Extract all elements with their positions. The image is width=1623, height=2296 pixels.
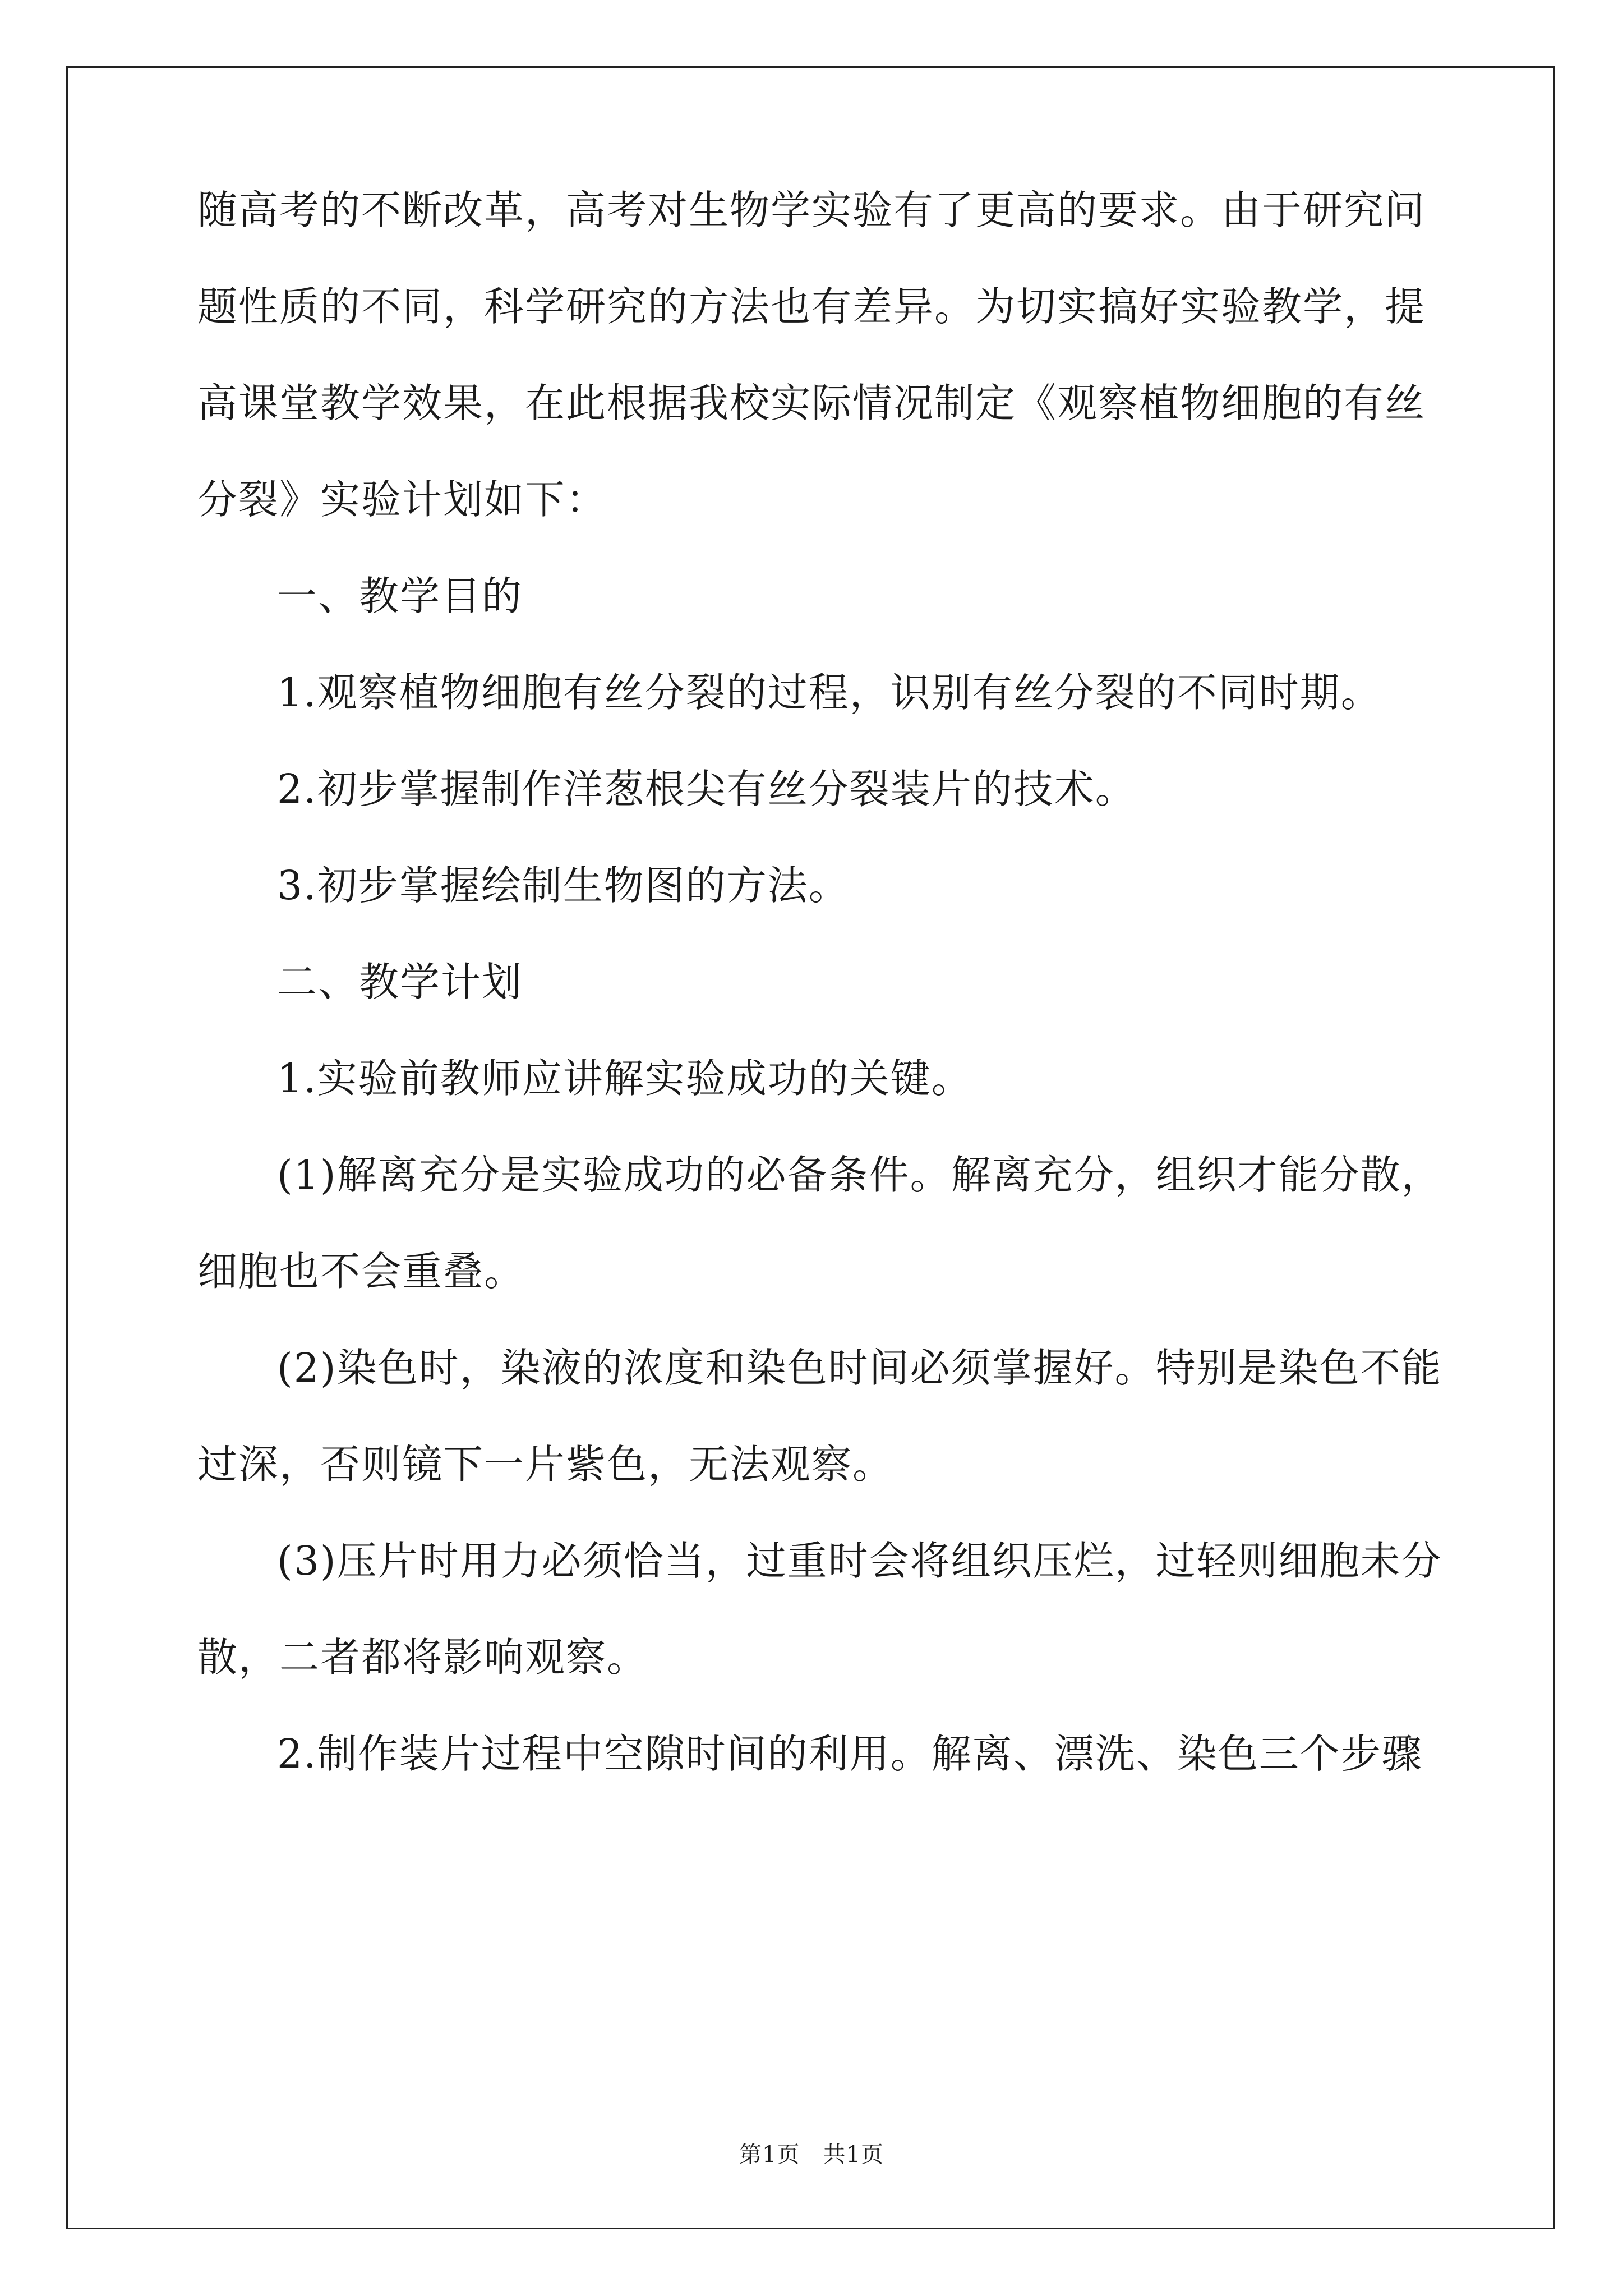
paragraph-intro-line-1: 随高考的不断改革，高考对生物学实验有了更高的要求。由于研究问 — [197, 187, 1426, 233]
section-heading-teaching-plan: 二、教学计划 — [277, 959, 523, 1005]
paragraph-intro-line-2: 题性质的不同，科学研究的方法也有差异。为切实搞好实验教学，提 — [197, 283, 1426, 330]
goal-item-3: 3.初步掌握绘制生物图的方法。 — [277, 862, 850, 909]
goal-item-1: 1.观察植物细胞有丝分裂的过程，识别有丝分裂的不同时期。 — [277, 669, 1382, 716]
paragraph-intro-line-4: 分裂》实验计划如下： — [197, 476, 607, 523]
plan-subitem-3-line-2: 散，二者都将影响观察。 — [197, 1634, 648, 1681]
plan-subitem-3-line-1: (3)压片时用力必须恰当，过重时会将组织压烂，过轻则细胞未分 — [277, 1538, 1442, 1584]
plan-subitem-1-line-2: 细胞也不会重叠。 — [197, 1248, 525, 1295]
plan-subitem-1-line-1: (1)解离充分是实验成功的必备条件。解离充分，组织才能分散， — [277, 1152, 1442, 1198]
goal-item-2: 2.初步掌握制作洋葱根尖有丝分裂装片的技术。 — [277, 766, 1136, 812]
plan-item-2: 2.制作装片过程中空隙时间的利用。解离、漂洗、染色三个步骤 — [277, 1731, 1423, 1777]
page-number-footer: 第1页 共1页 — [739, 2142, 884, 2168]
plan-subitem-2-line-2: 过深，否则镜下一片紫色，无法观察。 — [197, 1441, 894, 1488]
section-heading-teaching-goals: 一、教学目的 — [277, 573, 523, 619]
paragraph-intro-line-3: 高课堂教学效果，在此根据我校实际情况制定《观察植物细胞的有丝 — [197, 380, 1426, 426]
plan-subitem-2-line-1: (2)染色时，染液的浓度和染色时间必须掌握好。特别是染色不能 — [277, 1345, 1442, 1391]
plan-item-1: 1.实验前教师应讲解实验成功的关键。 — [277, 1055, 972, 1102]
